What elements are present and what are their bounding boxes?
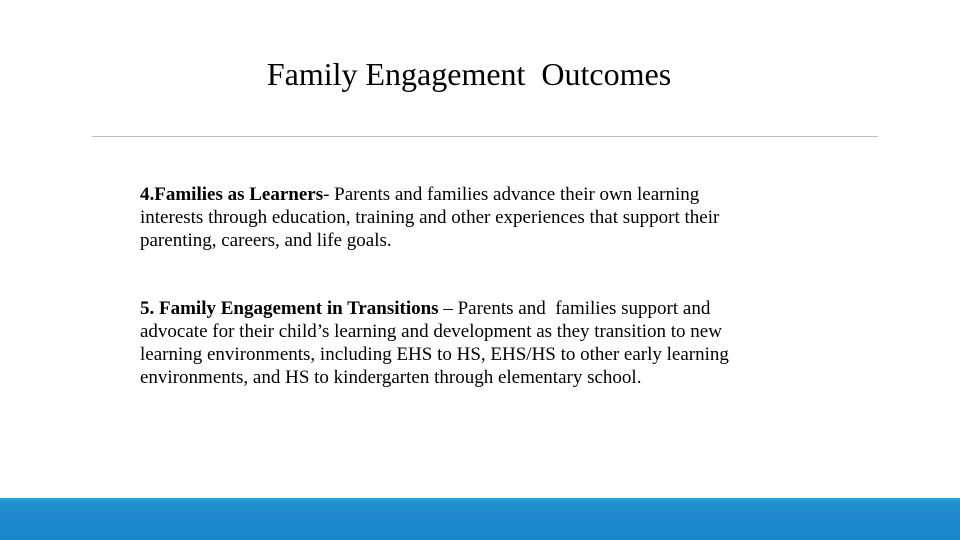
outcome-text: - Parents and families advance their own learning xyxy=(323,184,700,205)
slide-title: Family Engagement Outcomes xyxy=(266,56,672,92)
outcome-line xyxy=(140,183,820,206)
outcome-text: learning environments, including EHS to HS, EHS/HS to other early learning xyxy=(140,344,729,365)
outcome-text: environments, and HS to kindergarten through elementary school. xyxy=(140,367,642,388)
outcome-families-as-learners xyxy=(140,183,820,252)
title-divider xyxy=(92,136,878,137)
outcome-heading: 4.Families as Learners xyxy=(140,184,324,205)
outcome-text: advocate for their child’s learning and development as they transition to new xyxy=(140,321,722,342)
outcome-text: – Parents and families support and xyxy=(438,298,711,319)
outcome-text: interests through education, training and other experiences that support their xyxy=(140,207,720,228)
outcome-family-engagement-in-transitions xyxy=(140,297,820,389)
slide-content xyxy=(140,183,820,389)
outcome-text: parenting, careers, and life goals. xyxy=(140,230,392,251)
outcome-line xyxy=(140,297,820,320)
outcome-heading: 5. Family Engagement in Transitions xyxy=(140,298,439,319)
footer-accent-bar xyxy=(0,498,960,540)
